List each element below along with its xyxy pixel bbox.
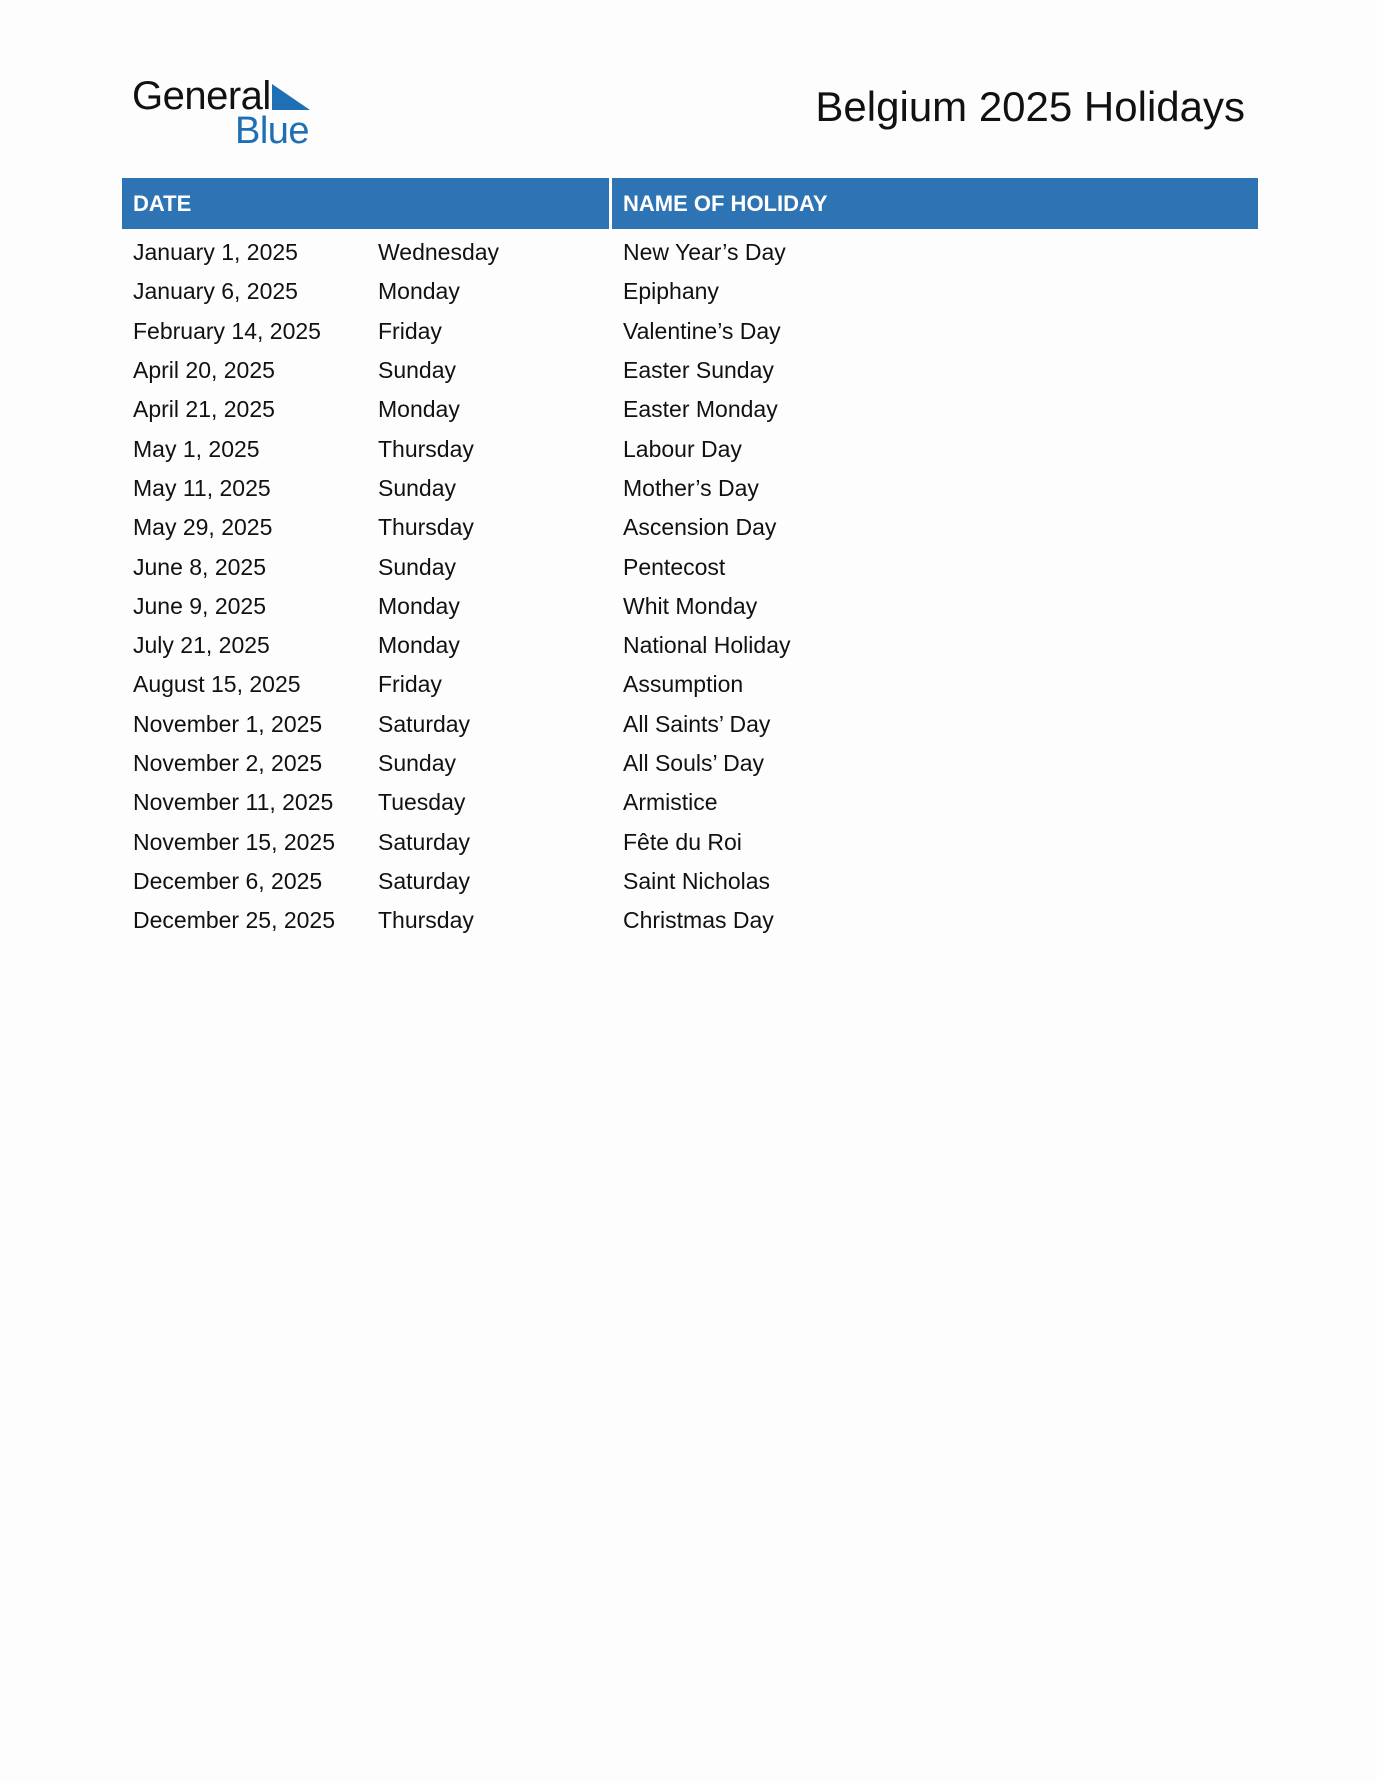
- holiday-date: November 1, 2025: [133, 710, 323, 737]
- holiday-weekday: Saturday: [378, 867, 471, 894]
- holiday-name: Whit Monday: [623, 592, 758, 619]
- table-row: [122, 233, 1258, 272]
- logo-text-blue: Blue: [235, 110, 310, 152]
- table-row: [122, 508, 1258, 547]
- holiday-date: February 14, 2025: [133, 317, 321, 344]
- holiday-date: January 1, 2025: [133, 239, 298, 266]
- holiday-name: Assumption: [623, 671, 744, 698]
- holiday-date: December 6, 2025: [133, 867, 323, 894]
- holiday-weekday: Friday: [378, 317, 442, 344]
- table-row: [122, 822, 1258, 861]
- table-row: [122, 862, 1258, 901]
- holiday-name: Saint Nicholas: [623, 867, 771, 894]
- holiday-weekday: Monday: [378, 278, 460, 305]
- table-row: [122, 547, 1258, 586]
- table-row: [122, 469, 1258, 508]
- holiday-weekday: Monday: [378, 632, 460, 659]
- holiday-date: January 6, 2025: [133, 278, 298, 305]
- holiday-date: November 11, 2025: [133, 789, 334, 816]
- table-row: [122, 429, 1258, 468]
- holiday-weekday: Wednesday: [378, 239, 500, 266]
- holiday-date: April 20, 2025: [133, 357, 275, 384]
- holiday-name: All Saints’ Day: [623, 710, 771, 737]
- table-header: [122, 178, 1258, 229]
- holiday-date: December 25, 2025: [133, 907, 336, 934]
- table-row: [122, 783, 1258, 822]
- holiday-date: July 21, 2025: [133, 632, 270, 659]
- general-blue-logo: [130, 74, 320, 154]
- holiday-date: June 9, 2025: [133, 592, 267, 619]
- holiday-date: November 15, 2025: [133, 828, 336, 855]
- holiday-date: August 15, 2025: [133, 671, 301, 698]
- holiday-date: June 8, 2025: [133, 553, 267, 580]
- holiday-name: Valentine’s Day: [623, 317, 781, 344]
- holiday-weekday: Sunday: [378, 553, 457, 580]
- holiday-weekday: Friday: [378, 671, 442, 698]
- holiday-name: Fête du Roi: [623, 828, 742, 855]
- holiday-table: [122, 178, 1258, 940]
- table-row: [122, 901, 1258, 940]
- table-body: [122, 233, 1258, 940]
- holiday-weekday: Sunday: [378, 357, 457, 384]
- holiday-name: Armistice: [623, 789, 718, 816]
- holiday-name: New Year’s Day: [623, 239, 786, 266]
- table-row: [122, 272, 1258, 311]
- holiday-name: All Souls’ Day: [623, 750, 765, 776]
- holiday-weekday: Monday: [378, 592, 460, 619]
- holiday-weekday: Thursday: [378, 514, 474, 541]
- holiday-date: November 2, 2025: [133, 750, 323, 776]
- holiday-name: Easter Sunday: [623, 357, 774, 384]
- holiday-name: Christmas Day: [623, 907, 774, 934]
- holiday-name: Mother’s Day: [623, 474, 759, 501]
- logo-triangle-icon: [270, 82, 312, 112]
- holiday-weekday: Thursday: [378, 435, 474, 462]
- holiday-weekday: Thursday: [378, 907, 474, 934]
- holiday-name: Ascension Day: [623, 514, 777, 541]
- holiday-weekday: Sunday: [378, 474, 457, 501]
- holiday-weekday: Saturday: [378, 828, 471, 855]
- table-row: [122, 587, 1258, 626]
- holiday-date: May 11, 2025: [133, 474, 271, 501]
- holiday-name: National Holiday: [623, 632, 791, 659]
- table-row: [122, 665, 1258, 704]
- holiday-name: Easter Monday: [623, 396, 778, 423]
- holiday-weekday: Tuesday: [378, 789, 466, 816]
- holiday-date: May 1, 2025: [133, 435, 260, 462]
- holiday-name: Pentecost: [623, 553, 726, 580]
- table-row: [122, 705, 1258, 744]
- page-title: Belgium 2025 Holidays: [815, 83, 1245, 130]
- holiday-name: Epiphany: [623, 278, 719, 305]
- holiday-weekday: Monday: [378, 396, 460, 423]
- logo-text-general: General: [132, 74, 271, 118]
- holiday-weekday: Saturday: [378, 710, 471, 737]
- table-row: [122, 744, 1258, 783]
- holiday-weekday: Sunday: [378, 750, 457, 776]
- table-row: [122, 312, 1258, 351]
- table-row: [122, 390, 1258, 429]
- header-date: DATE: [122, 178, 609, 229]
- holiday-name: Labour Day: [623, 435, 742, 462]
- table-row: [122, 351, 1258, 390]
- holiday-date: April 21, 2025: [133, 396, 275, 423]
- table-row: [122, 626, 1258, 665]
- header-holiday-name: NAME OF HOLIDAY: [612, 178, 1258, 229]
- holiday-date: May 29, 2025: [133, 514, 273, 541]
